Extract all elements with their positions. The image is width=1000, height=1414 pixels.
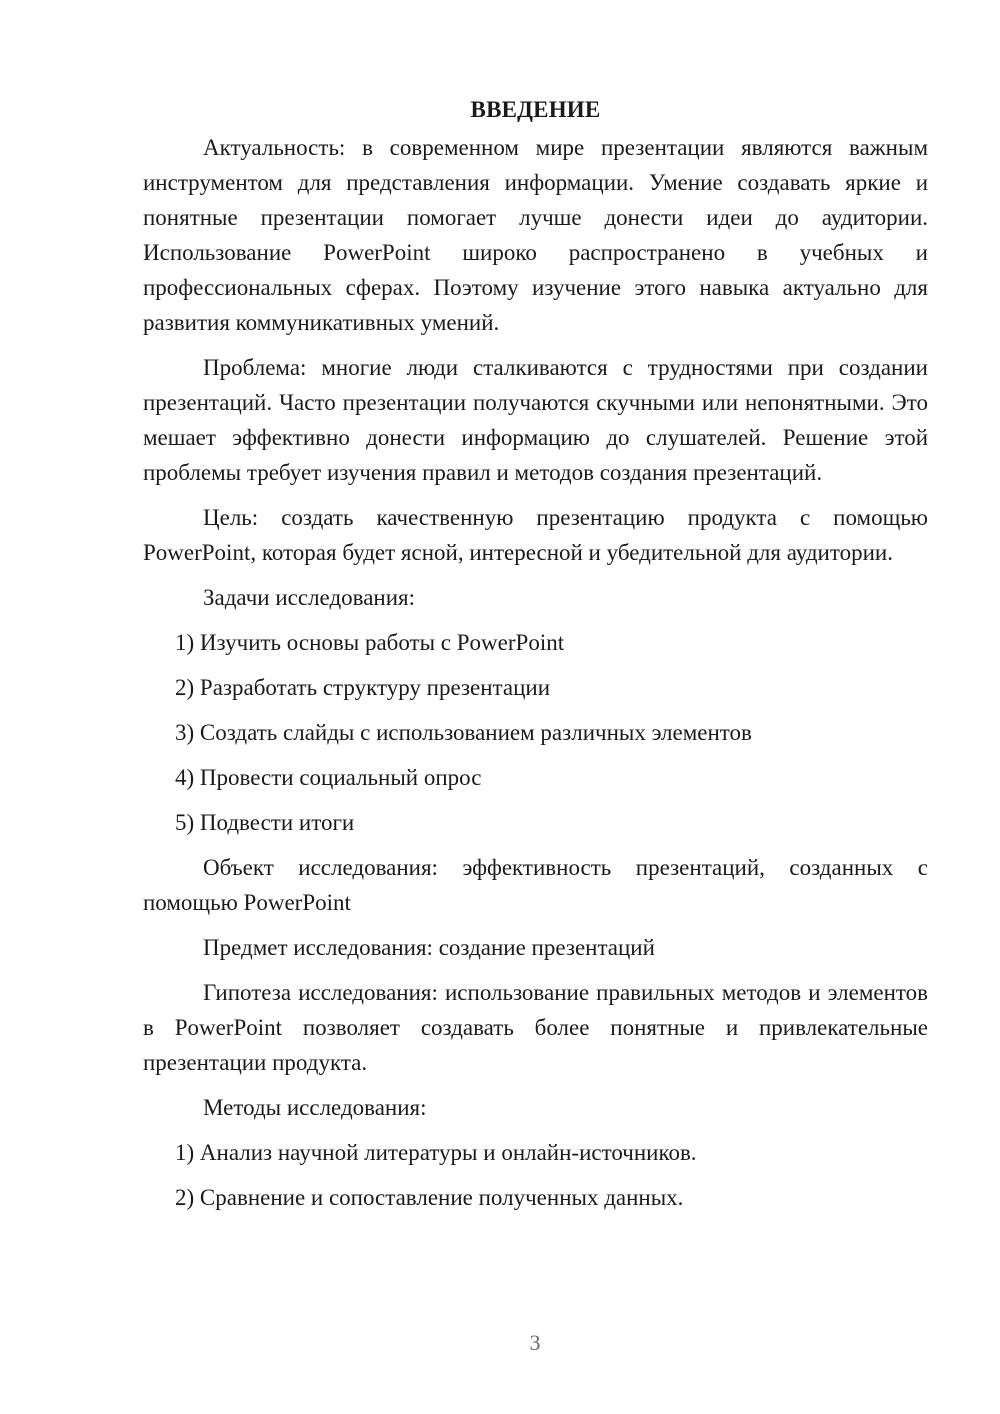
list-item: 3) Создать слайды с использованием различных элементов	[175, 720, 752, 745]
list-item: 1) Анализ научной литературы и онлайн-источников.	[175, 1140, 697, 1165]
document-body	[143, 92, 928, 1225]
tasks-title: Задачи исследования:	[203, 585, 416, 610]
list-item: 2) Разработать структуру презентации	[175, 675, 551, 700]
methods-list	[143, 1135, 928, 1215]
object-paragraph: Объект исследования: эффективность презентаций, созданных с помощью PowerPoint	[143, 855, 928, 915]
page-number: 3	[529, 1330, 541, 1355]
list-item: 5) Подвести итоги	[175, 810, 355, 835]
list-item: 4) Провести социальный опрос	[175, 765, 482, 790]
list-item: 1) Изучить основы работы с PowerPoint	[175, 630, 565, 655]
methods-title: Методы исследования:	[203, 1095, 427, 1120]
relevance-paragraph: Актуальность: в современном мире презентации являются важным инструментом для представления информации. Умение создавать яркие и понятные презентации помогает лучше донести идеи до аудитории. Использование PowerPoint широко распространено в учебных и профессиональных сферах. Поэтому изучение этого навыка актуально для развития коммуникативных умений.	[143, 135, 928, 335]
subject-paragraph: Предмет исследования: создание презентаций	[203, 935, 655, 960]
problem-paragraph: Проблема: многие люди сталкиваются с трудностями при создании презентаций. Часто презентации получаются скучными или непонятными. Это мешает эффективно донести информацию до слушателей. Решение этой проблемы требует изучения правил и методов создания презентаций.	[143, 355, 928, 485]
hypothesis-paragraph: Гипотеза исследования: использование правильных методов и элементов в PowerPoint позволяет создавать более понятные и привлекательные презентации продукта.	[143, 980, 928, 1075]
tasks-list	[143, 625, 928, 840]
goal-paragraph: Цель: создать качественную презентацию продукта с помощью PowerPoint, которая будет ясной, интересной и убедительной для аудитории.	[143, 505, 928, 565]
section-heading: ВВЕДЕНИЕ	[470, 97, 601, 122]
list-item: 2) Сравнение и сопоставление полученных данных.	[175, 1185, 684, 1210]
